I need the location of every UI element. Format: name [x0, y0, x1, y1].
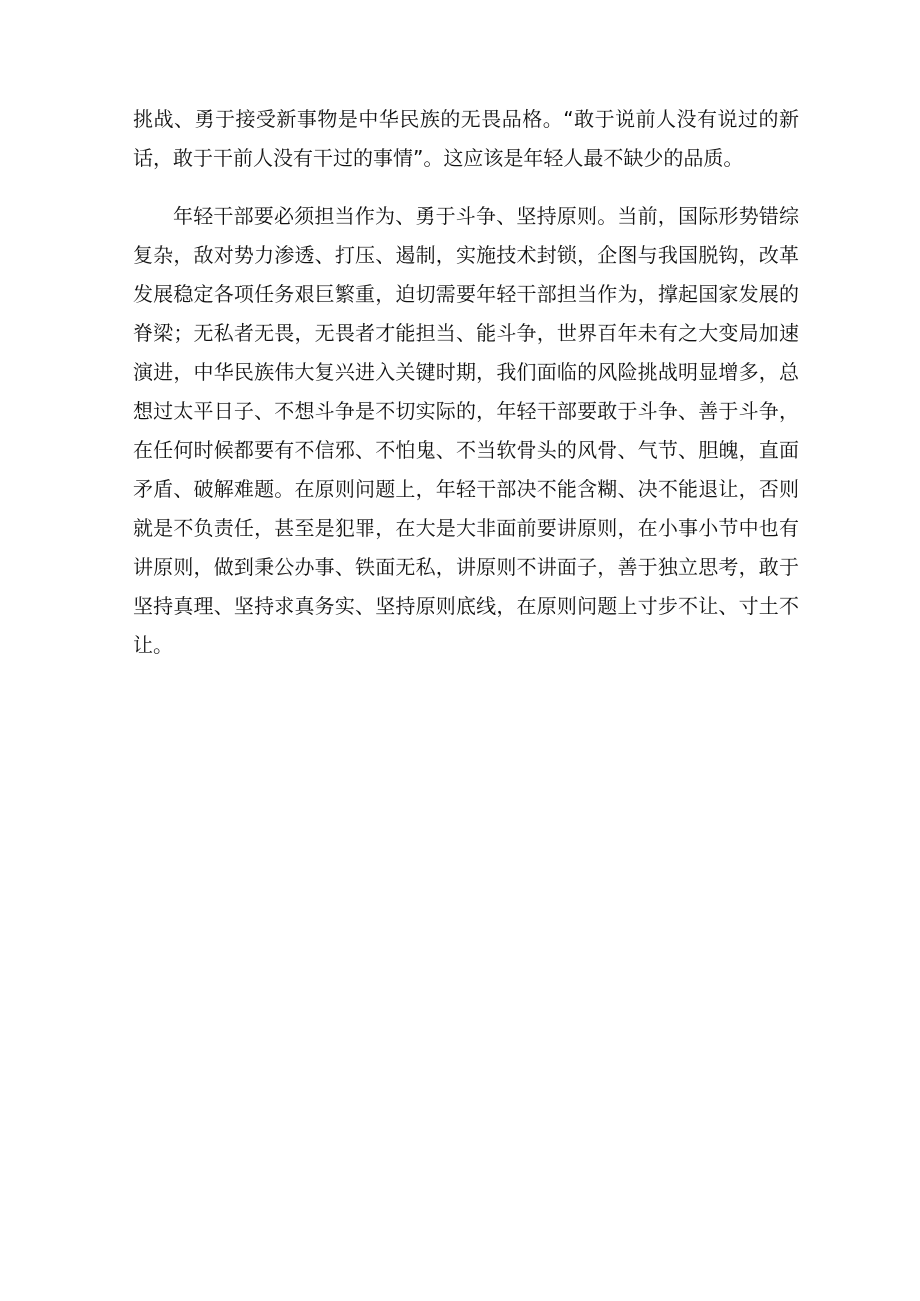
paragraph-line: 复杂，敌对势力渗透、打压、遏制，实施技术封锁，企图与我国脱钩，改革 — [133, 243, 799, 267]
paragraph-line: 挑战、勇于接受新事物是中华民族的无畏品格。“敢于说前人没有说过的新 — [133, 107, 799, 131]
paragraph-line: 让。 — [133, 633, 173, 657]
paragraph-line: 讲原则，做到秉公办事、铁面无私，讲原则不讲面子，善于独立思考，敢于 — [133, 555, 799, 579]
paragraph-line: 在任何时候都要有不信邪、不怕鬼、不当软骨头的风骨、气节、胆魄，直面 — [133, 438, 799, 462]
paragraph-line: 就是不负责任，甚至是犯罪，在大是大非面前要讲原则，在小事小节中也有 — [133, 516, 799, 540]
document-body — [133, 100, 799, 665]
paragraph-line: 矛盾、破解难题。在原则问题上，年轻干部决不能含糊、决不能退让，否则 — [133, 477, 799, 501]
paragraph-line: 年轻干部要必须担当作为、勇于斗争、坚持原则。当前，国际形势错综 — [173, 204, 799, 228]
paragraph-line: 想过太平日子、不想斗争是不切实际的，年轻干部要敢于斗争、善于斗争， — [133, 399, 799, 423]
paragraph-2 — [133, 197, 799, 665]
paragraph-line: 坚持真理、坚持求真务实、坚持原则底线，在原则问题上寸步不让、寸土不 — [133, 594, 799, 618]
paragraph-line: 演进，中华民族伟大复兴进入关键时期，我们面临的风险挑战明显增多，总 — [133, 360, 799, 384]
paragraph-line: 脊梁；无私者无畏，无畏者才能担当、能斗争，世界百年未有之大变局加速 — [133, 321, 799, 345]
paragraph-line: 话，敢于干前人没有干过的事情”。这应该是年轻人最不缺少的品质。 — [133, 146, 744, 170]
paragraph-line: 发展稳定各项任务艰巨繁重，迫切需要年轻干部担当作为，撑起国家发展的 — [133, 282, 799, 306]
paragraph-1 — [133, 100, 799, 178]
